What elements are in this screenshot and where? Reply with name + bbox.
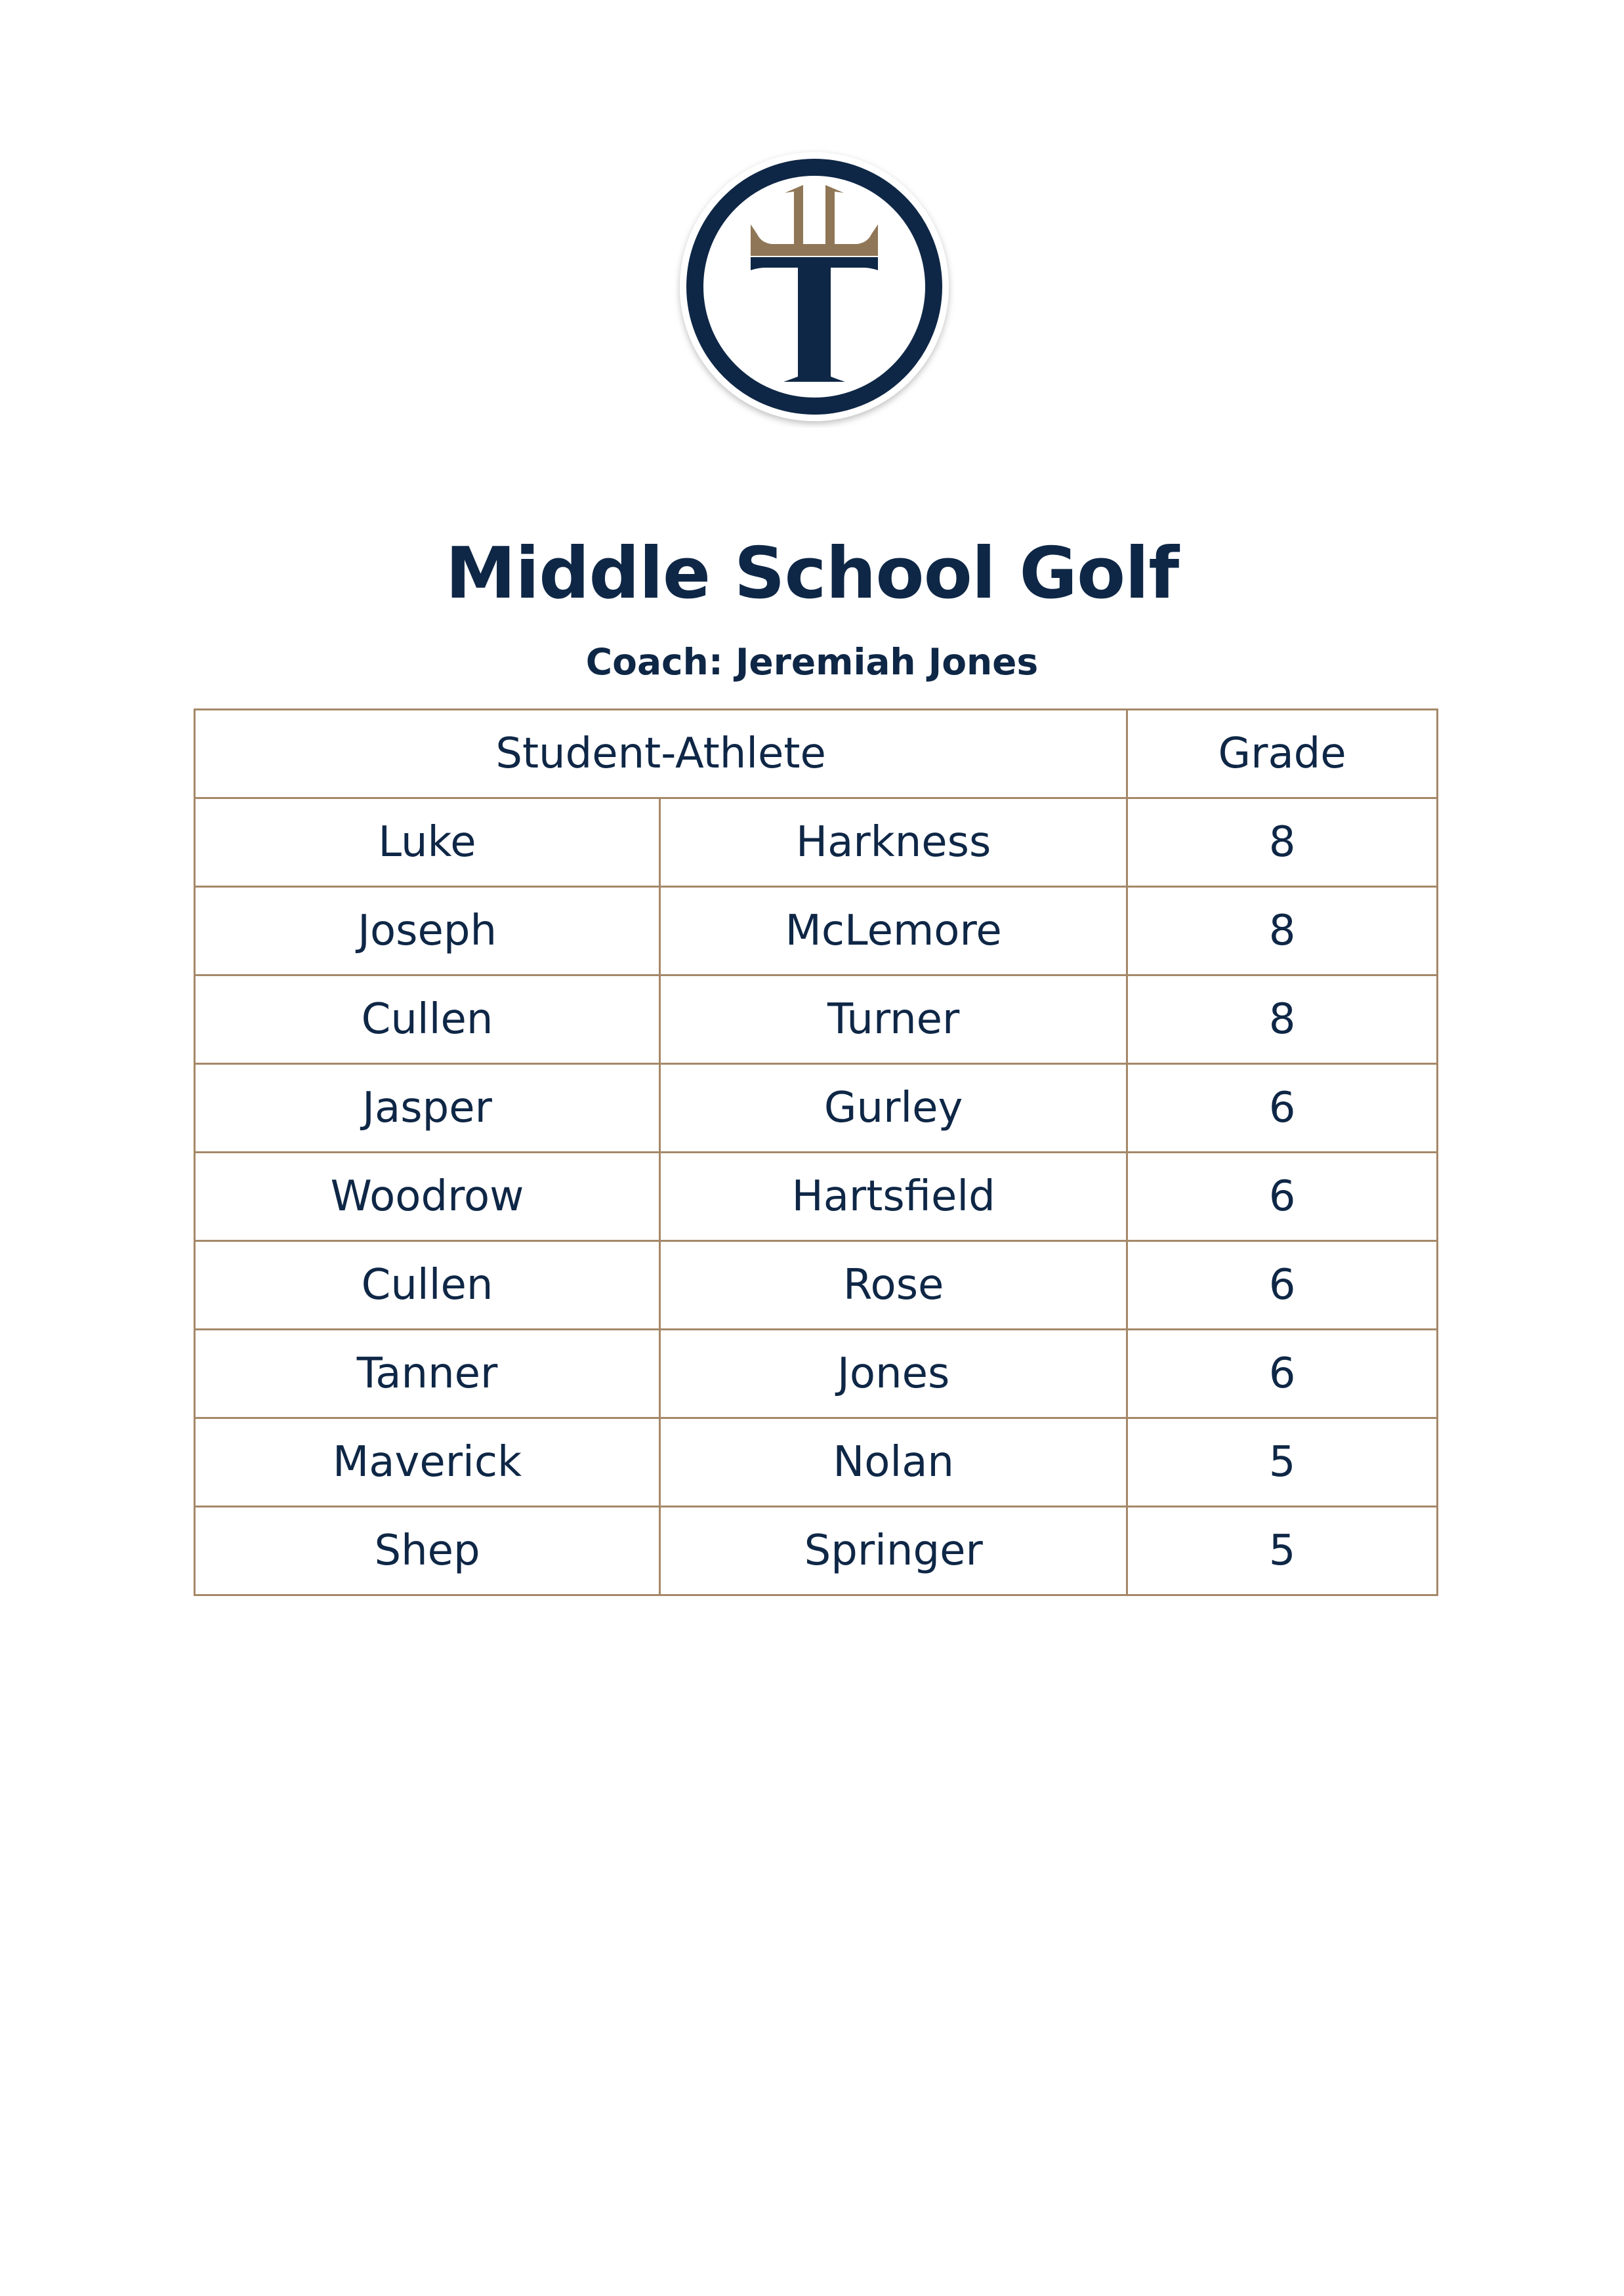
table-row — [195, 1507, 1438, 1595]
first-name-cell: Maverick — [195, 1418, 660, 1507]
first-name-cell: Joseph — [195, 887, 660, 975]
grade-cell: 6 — [1127, 1330, 1438, 1418]
table-header-row — [195, 710, 1438, 798]
last-name-cell: Nolan — [660, 1418, 1127, 1507]
grade-cell: 6 — [1127, 1064, 1438, 1153]
first-name-cell: Cullen — [195, 1241, 660, 1330]
school-logo — [673, 146, 955, 428]
grade-cell: 6 — [1127, 1153, 1438, 1241]
table-row — [195, 887, 1438, 975]
last-name-cell: Springer — [660, 1507, 1127, 1595]
table-row — [195, 1241, 1438, 1330]
last-name-cell: Rose — [660, 1241, 1127, 1330]
grade-cell: 5 — [1127, 1507, 1438, 1595]
table-row — [195, 1330, 1438, 1418]
cross-emblem-icon — [673, 146, 955, 428]
page-title: Middle School Golf — [445, 533, 1179, 615]
header-student-athlete: Student-Athlete — [195, 710, 1127, 798]
coach-subtitle: Coach: Jeremiah Jones — [585, 641, 1039, 683]
table-row — [195, 1064, 1438, 1153]
header-grade: Grade — [1127, 710, 1438, 798]
last-name-cell: Gurley — [660, 1064, 1127, 1153]
first-name-cell: Tanner — [195, 1330, 660, 1418]
last-name-cell: Turner — [660, 975, 1127, 1064]
grade-cell: 8 — [1127, 887, 1438, 975]
table-row — [195, 1418, 1438, 1507]
last-name-cell: McLemore — [660, 887, 1127, 975]
table-row — [195, 1153, 1438, 1241]
last-name-cell: Jones — [660, 1330, 1127, 1418]
table-row — [195, 975, 1438, 1064]
first-name-cell: Shep — [195, 1507, 660, 1595]
grade-cell: 5 — [1127, 1418, 1438, 1507]
table-row — [195, 798, 1438, 887]
first-name-cell: Cullen — [195, 975, 660, 1064]
first-name-cell: Luke — [195, 798, 660, 887]
last-name-cell: Harkness — [660, 798, 1127, 887]
grade-cell: 8 — [1127, 798, 1438, 887]
first-name-cell: Woodrow — [195, 1153, 660, 1241]
roster-table — [194, 708, 1438, 1596]
last-name-cell: Hartsfield — [660, 1153, 1127, 1241]
grade-cell: 8 — [1127, 975, 1438, 1064]
first-name-cell: Jasper — [195, 1064, 660, 1153]
grade-cell: 6 — [1127, 1241, 1438, 1330]
